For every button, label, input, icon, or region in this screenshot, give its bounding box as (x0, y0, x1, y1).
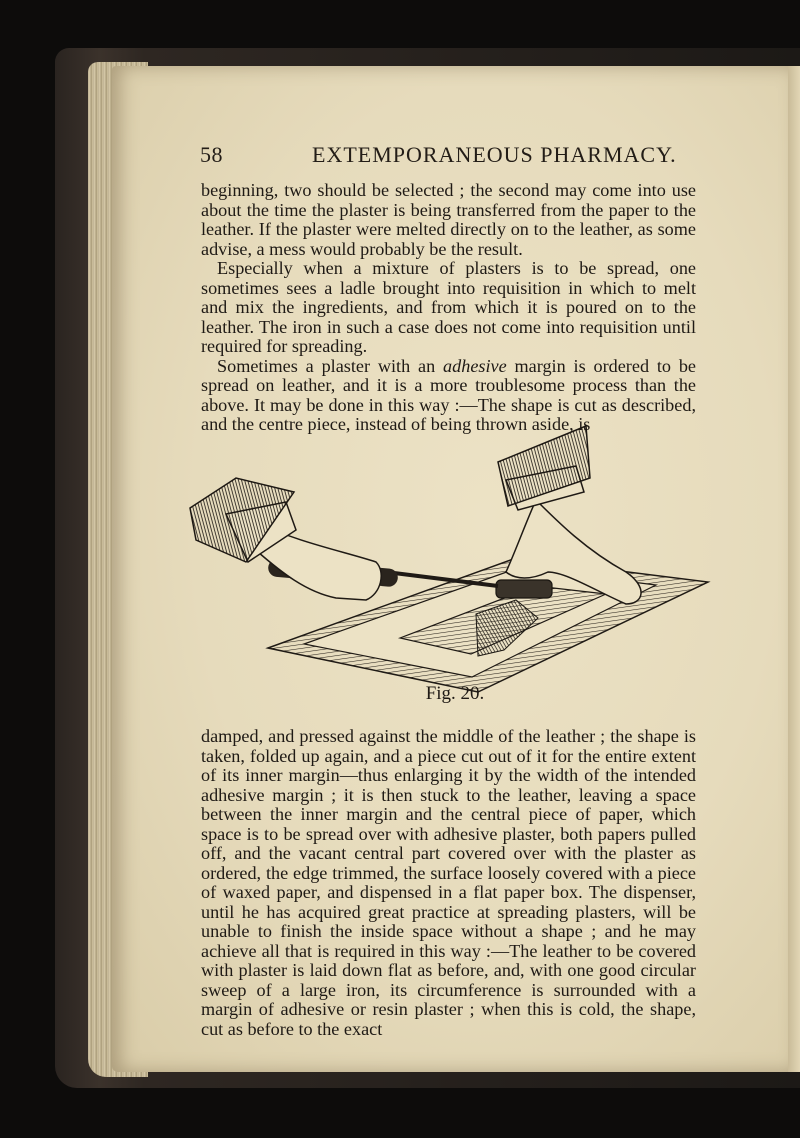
figure-illustration (186, 422, 712, 702)
facing-page-edge (788, 66, 800, 1072)
page-number: 58 (200, 142, 223, 167)
emphasis-text: adhesive (443, 355, 507, 376)
spreading-iron (496, 580, 552, 598)
paragraph-text: Sometimes a plaster with an (217, 355, 444, 376)
body-text-bottom (201, 727, 696, 1039)
paragraph: beginning, two should be selected ; the second may come into use about the time the plaster is being transferred from the paper to the leather. If the plaster were melted directly on to the leather, as some advise, a mess would probably be the result. (201, 180, 696, 259)
running-title: EXTEMPORANEOUS PHARMACY. (312, 142, 677, 167)
paragraph: Especially when a mixture of plasters is to be spread, one sometimes sees a ladle brought into requisition in which to melt and mix the ingredients, and from which it is poured on to the leather. The iron in such a case does not come into requisition until required for spreading. (201, 258, 696, 356)
figure-caption: Fig. 20. (425, 683, 485, 704)
paragraph-text: margin is ordered to be spread on leather, and it is a more troublesome process than the above. It may be done in this way :—The shape is cut as described, and the centre piece, instead of being thrown aside, is (201, 355, 697, 434)
paragraph: damped, and pressed against the middle of the leather ; the shape is taken, folded up again, and a piece cut out of it for the entire extent of its inner margin—thus enlarging it by the width of the intended adhesive margin ; it is then stuck to the leather, leaving a space between the inner margin and the central piece of paper, which space is to be spread over with adhesive plaster, both papers pulled off, and the vacant central part covered over with the plaster as ordered, the edge trimmed, the surface loosely covered with a piece of waxed paper, and dispensed in a flat paper box. The dispenser, until he has acquired great practice at spreading plasters, will be unable to finish the inside space without a shape ; and he may achieve all that is required in this way :—The leather to be covered with plaster is laid down flat as before, and, with one good circular sweep of a large iron, its circumference is surrounded with a margin of adhesive or resin plaster ; when this is cold, the shape, cut as before to the exact (201, 726, 696, 1039)
body-text-top (201, 181, 696, 435)
page-header (200, 142, 695, 172)
